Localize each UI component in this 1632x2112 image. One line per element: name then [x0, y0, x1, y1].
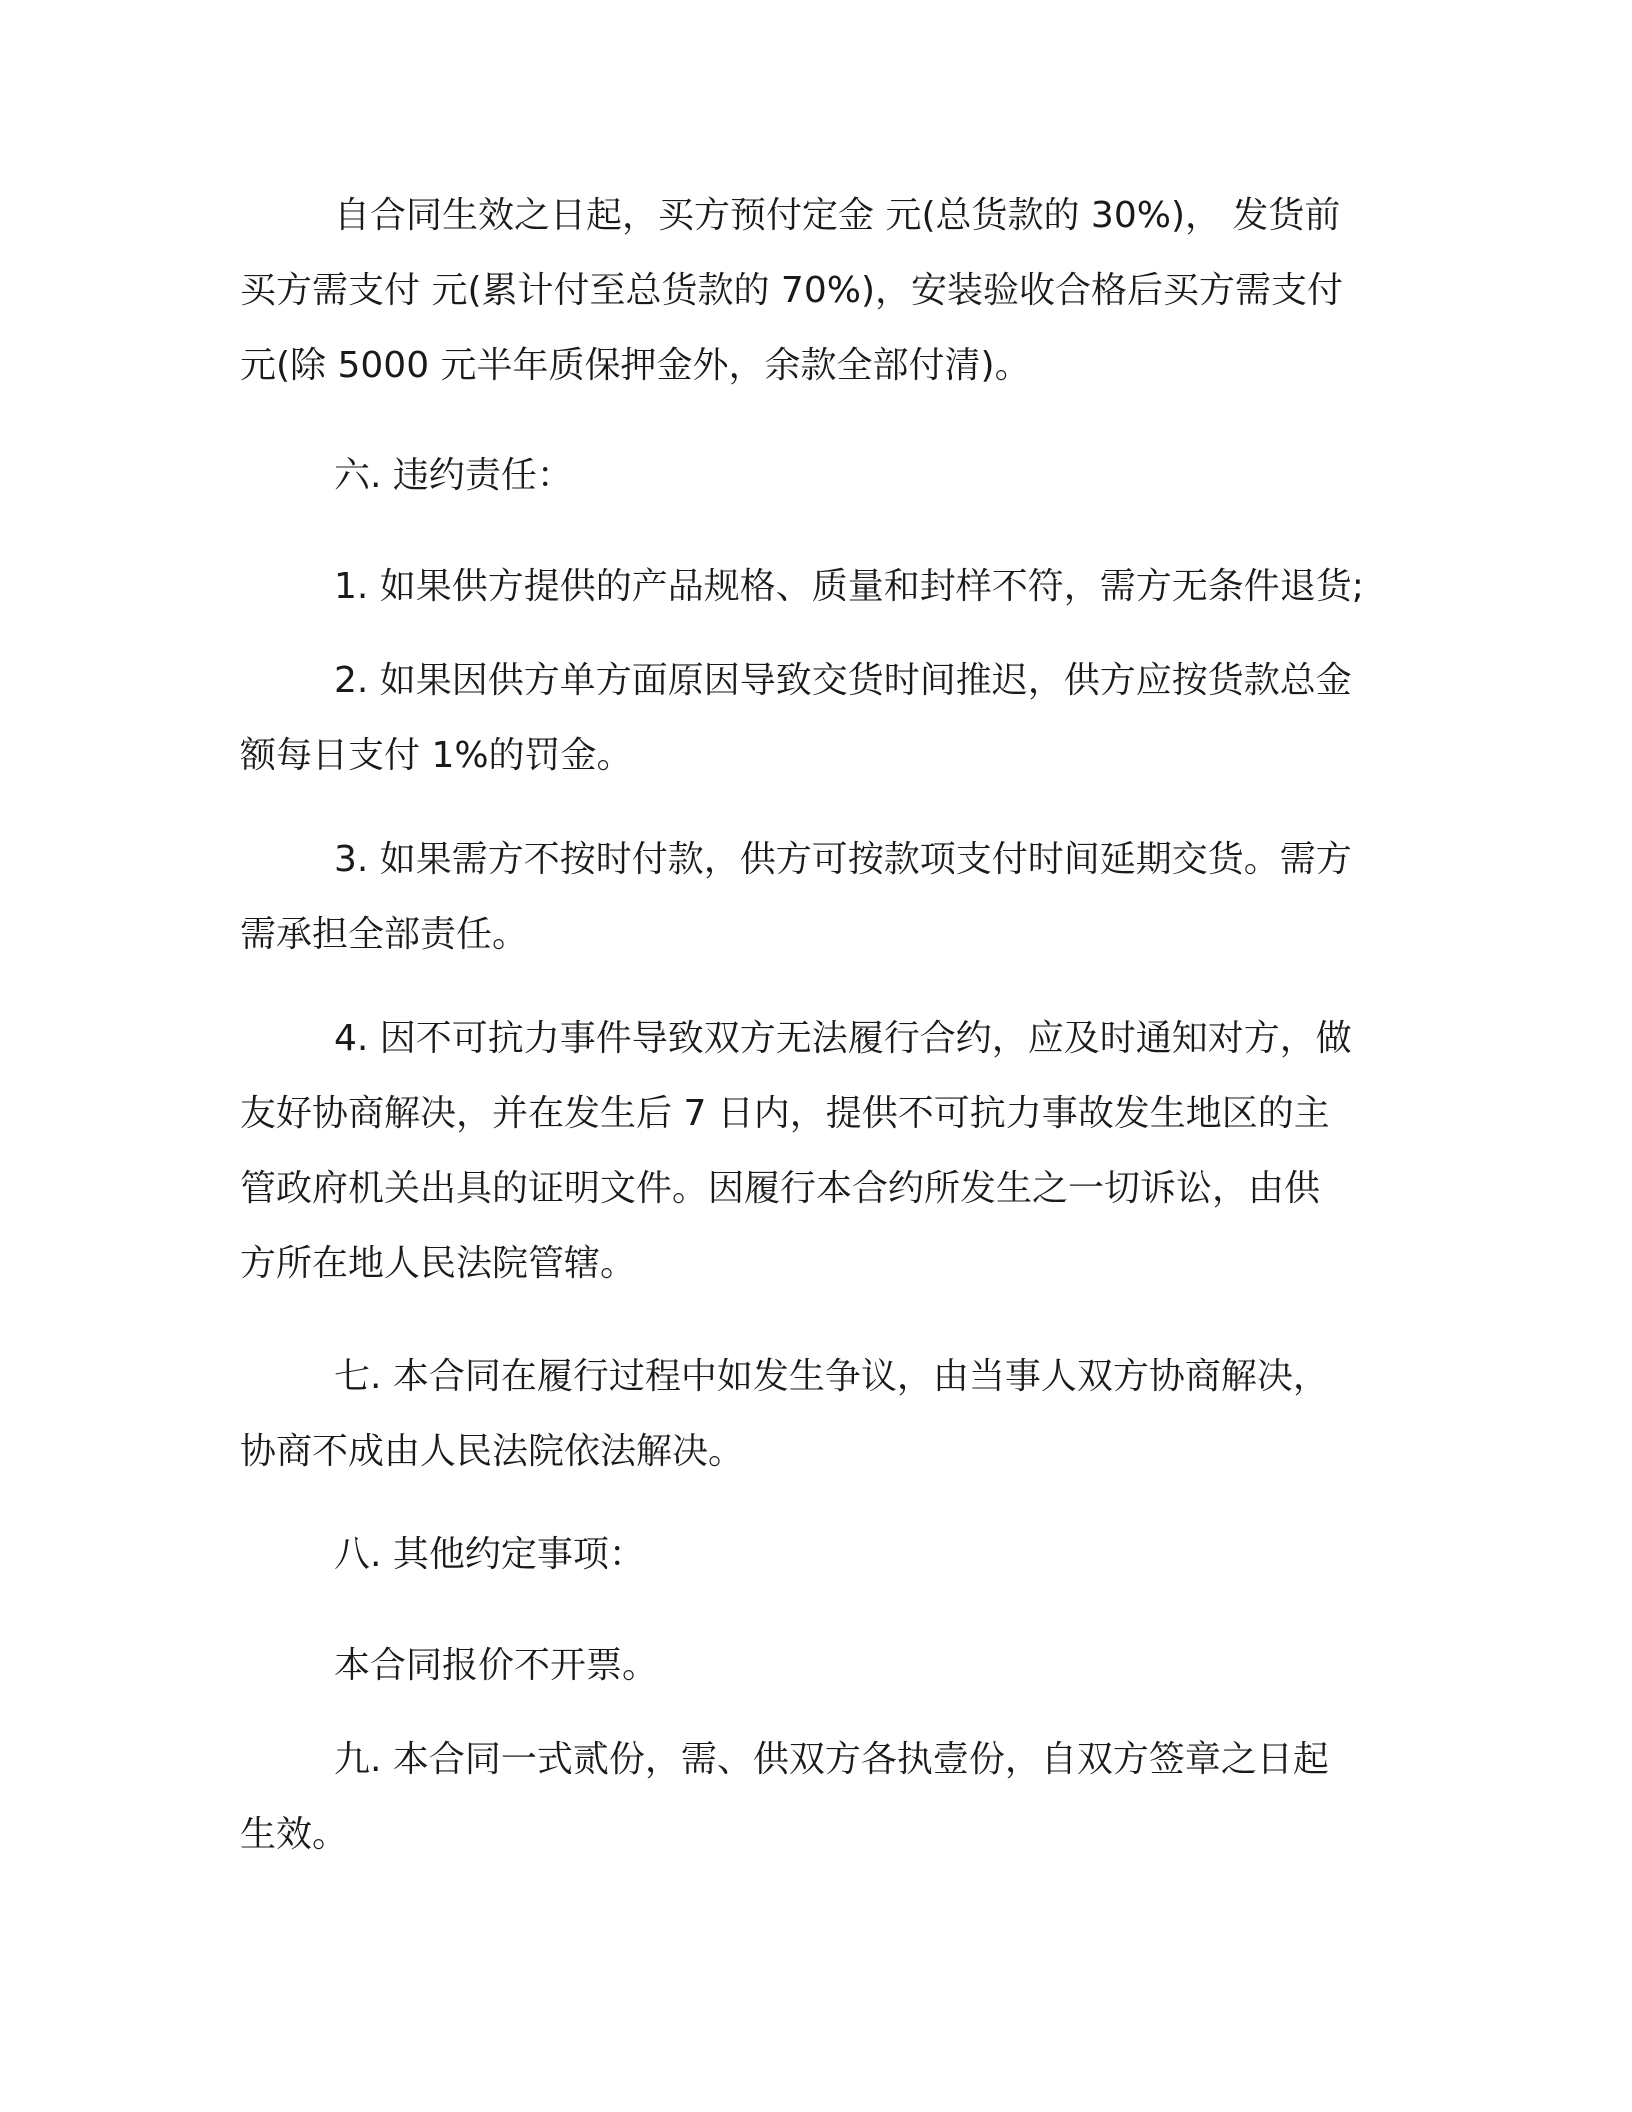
text-line: 元(除 5000 元半年质保押金外，余款全部付清)。 — [240, 345, 1031, 386]
text-line: 生效。 — [240, 1814, 349, 1855]
text-line: 本合同报价不开票。 — [334, 1645, 659, 1686]
text-line: 自合同生效之日起，买方预付定金 元(总货款的 30%)， 发货前 — [334, 195, 1341, 236]
section-heading-other — [240, 1517, 1400, 1592]
section-heading-liability — [240, 438, 1400, 513]
paragraph-no-invoice — [240, 1628, 1400, 1703]
text-line: 协商不成由人民法院依法解决。 — [240, 1431, 745, 1472]
text-line: 九. 本合同一式贰份，需、供双方各执壹份，自双方签章之日起 — [334, 1739, 1329, 1780]
text-line: 买方需支付 元(累计付至总货款的 70%)，安装验收合格后买方需支付 — [240, 270, 1343, 311]
clause-2 — [240, 643, 1400, 793]
text-line: 4. 因不可抗力事件导致双方无法履行合约，应及时通知对方，做 — [334, 1018, 1352, 1059]
text-line: 方所在地人民法院管辖。 — [240, 1243, 637, 1284]
text-line: 需承担全部责任。 — [240, 914, 529, 955]
text-line: 七. 本合同在履行过程中如发生争议，由当事人双方协商解决， — [334, 1356, 1329, 1397]
clause-3 — [240, 822, 1400, 972]
clause-4 — [240, 1001, 1400, 1301]
clause-1 — [240, 549, 1400, 624]
text-line: 友好协商解决，并在发生后 7 日内，提供不可抗力事故发生地区的主 — [240, 1093, 1330, 1134]
text-line: 3. 如果需方不按时付款，供方可按款项支付时间延期交货。需方 — [334, 839, 1352, 880]
section-copies — [240, 1722, 1400, 1872]
paragraph-payment-terms — [240, 178, 1400, 403]
text-line: 1. 如果供方提供的产品规格、质量和封样不符，需方无条件退货; — [334, 566, 1364, 607]
text-line: 八. 其他约定事项： — [334, 1534, 645, 1575]
text-line: 额每日支付 1%的罚金。 — [240, 735, 633, 776]
text-line: 2. 如果因供方单方面原因导致交货时间推迟，供方应按货款总金 — [334, 660, 1352, 701]
text-line: 管政府机关出具的证明文件。因履行本合约所发生之一切诉讼，由供 — [240, 1168, 1321, 1209]
text-line: 六. 违约责任： — [334, 455, 573, 496]
section-dispute — [240, 1339, 1400, 1489]
